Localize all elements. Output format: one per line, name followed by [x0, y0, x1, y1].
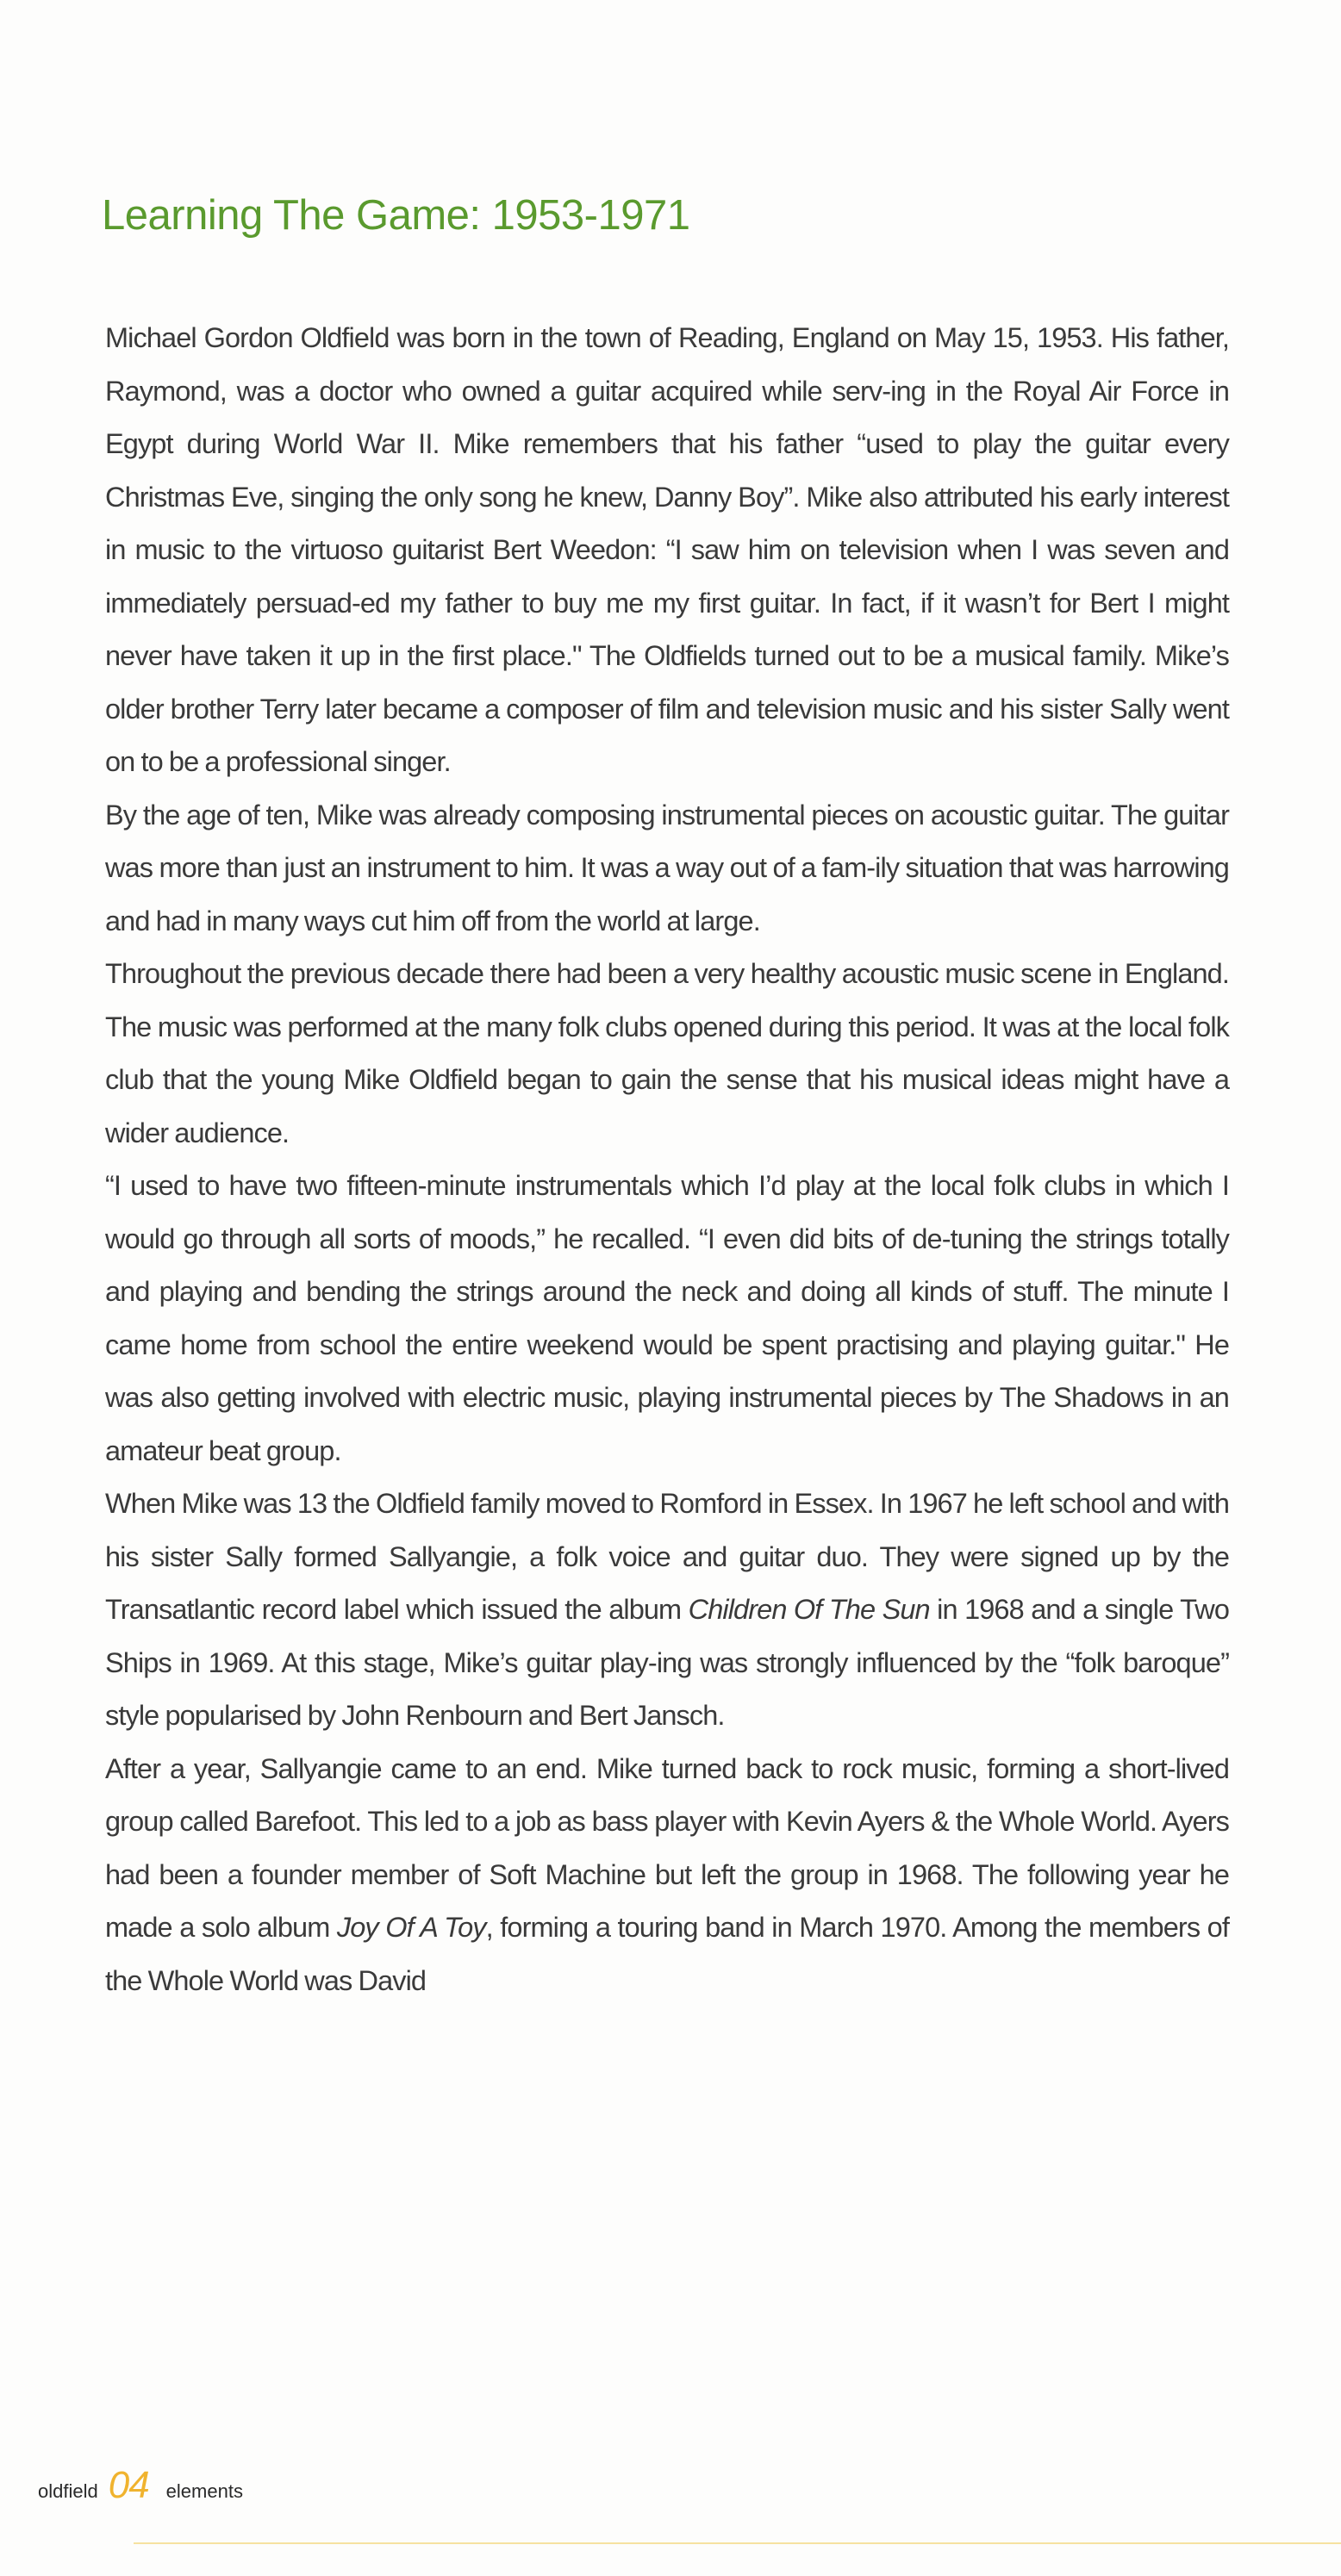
paragraph-text: in 1968 and a single Two Ships in 1969. At this stage, Mike’s guitar play-ing was strongly influenced by the “folk baroque” style popularised by John Renbourn and Bert Jansch. — [105, 1594, 1229, 1731]
paragraph-text: Throughout the previous decade there had been a very healthy acoustic music scene in England. The music was performed at the many folk clubs opened during this period. It was at the local folk club that the young Mike Oldfield began to gain the sense that his musical ideas might have a wider audience. — [105, 958, 1229, 1148]
body-paragraph — [105, 789, 1229, 949]
paragraph-text: By the age of ten, Mike was already composing instrumental pieces on acoustic guitar. The guitar was more than just an instrument to him. It was a way out of a fam-ily situation that was harrowing and had in many ways cut him off from the world at large. — [105, 799, 1229, 936]
paragraph-text: When Mike was 13 the Oldfield family moved to Romford in Essex. In 1967 he left school and with his sister Sally formed Sallyangie, a folk voice and guitar duo. They were signed up by the Transatlantic record label which issued the album — [105, 1488, 1229, 1625]
page-title: Learning The Game: 1953-1971 — [102, 192, 690, 239]
footer-publication-name: oldfield — [38, 2480, 98, 2502]
paragraph-text: Michael Gordon Oldfield was born in the town of Reading, England on May 15, 1953. His father, Raymond, was a doctor who owned a guitar acquired while serv-ing in the Royal Air Force in Egypt during World War II. Mike remembers that his father “used to play the guitar every Christmas Eve, singing the only song he knew, Danny Boy”. Mike also attributed his early interest in music to the virtuoso guitarist Bert Weedon: “I saw him on television when I was seven and immediately persuad-ed my father to buy me my first guitar. In fact, if it wasn’t for Bert I might never have taken it up in the first place." The Oldfields turned out to be a musical family. Mike’s older brother Terry later became a composer of film and television music and his sister Sally went on to be a professional singer. — [105, 322, 1229, 777]
paragraph-text: After a year, Sallyangie came to an end. Mike turned back to rock music, forming a short-lived group called Barefoot. This led to a job as bass player with Kevin Ayers & the Whole World. Ayers had been a founder member of Soft Machine but left the group in 1968. The following year he made a solo album — [105, 1752, 1229, 1943]
footer-section-name: elements — [165, 2480, 243, 2502]
footer-rule — [134, 2542, 1341, 2544]
body-paragraph — [105, 1478, 1229, 1743]
body-paragraph — [105, 1743, 1229, 2008]
body-paragraph — [105, 312, 1229, 789]
body-paragraph — [105, 948, 1229, 1160]
body-paragraph — [105, 1160, 1229, 1478]
page-footer — [38, 2464, 243, 2507]
italic-title: Children Of The Sun — [688, 1594, 930, 1625]
italic-title: Joy Of A Toy — [336, 1912, 486, 1943]
article-body — [105, 312, 1229, 2007]
paragraph-text: , forming a touring band in March 1970. Among the members of the Whole World was David — [105, 1912, 1229, 1996]
page-number: 04 — [108, 2464, 149, 2506]
paragraph-text: “I used to have two fifteen-minute instrumentals which I’d play at the local folk clubs in which I would go through all sorts of moods,” he recalled. “I even did bits of de-tuning the strings totally and playing and bending the strings around the neck and doing all kinds of stuff. The minute I came home from school the entire weekend would be spent practising and playing guitar." He was also getting involved with electric music, playing instrumental pieces by The Shadows in an amateur beat group. — [105, 1170, 1229, 1466]
